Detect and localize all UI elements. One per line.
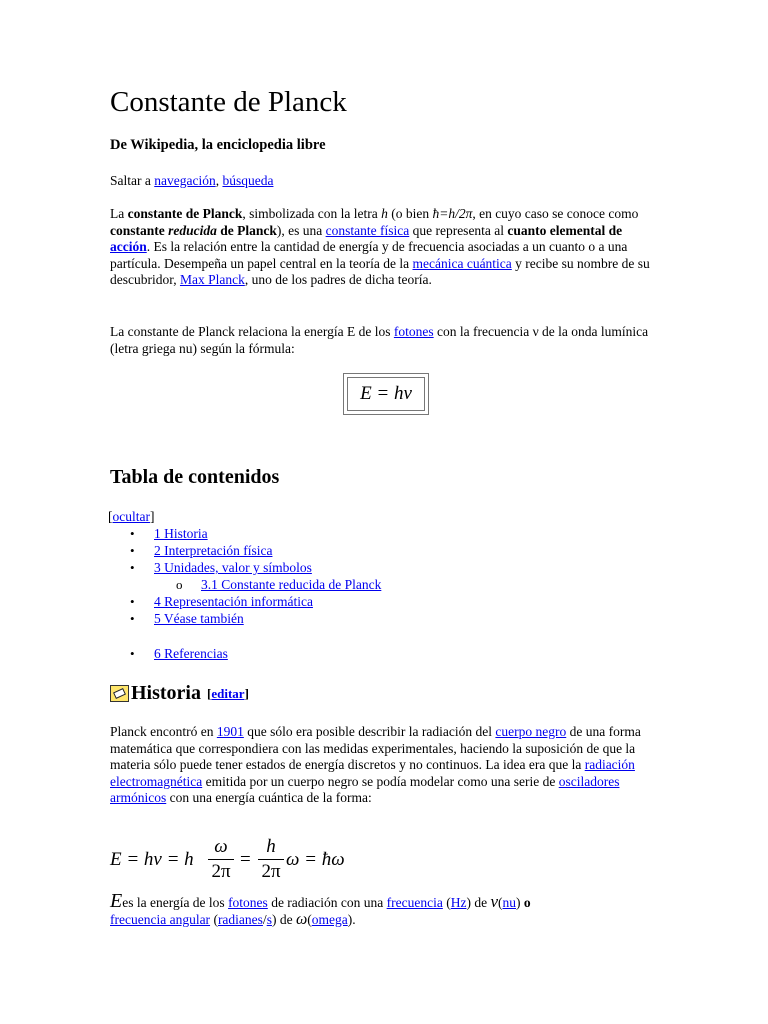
link-cuerpo-negro[interactable]: cuerpo negro	[495, 724, 567, 739]
link-hz[interactable]: Hz	[450, 895, 467, 910]
bracket: [	[108, 509, 113, 524]
section-title: Historia	[131, 682, 201, 704]
bracket: ]	[244, 685, 249, 701]
jump-links	[110, 173, 273, 189]
bold-term: constante de Planck	[127, 206, 243, 221]
text: , uno de los padres de dicha teoría.	[244, 272, 432, 288]
toc-item-unidades[interactable]: 3 Unidades, valor y símbolos	[154, 560, 312, 575]
text: y recibe su nombre de su descubridor,	[110, 255, 650, 288]
text: )	[516, 895, 524, 910]
link-1901[interactable]: 1901	[216, 724, 244, 739]
link-frecuencia-angular[interactable]: frecuencia angular	[110, 911, 211, 927]
equals-sign: =	[240, 849, 251, 870]
italic-symbol: ħ=h/2π	[432, 206, 473, 221]
bold-term: cuanto elemental de	[507, 222, 623, 238]
symbol-omega: ω	[295, 910, 308, 928]
edit-pencil-icon	[110, 685, 129, 702]
jump-search-link[interactable]: búsqueda	[222, 173, 274, 188]
toc-item-interpretacion[interactable]: 2 Interpretación física	[154, 543, 273, 558]
denominator: 2π	[261, 861, 281, 882]
jump-separator: ,	[215, 173, 223, 188]
bold-o: o	[523, 895, 531, 910]
bullet: •	[130, 560, 135, 575]
formula-box	[343, 373, 429, 415]
link-frecuencia[interactable]: frecuencia	[386, 895, 443, 910]
link-radiacion-electromagnetica[interactable]: radiación electromagnética	[110, 757, 635, 789]
toc-item-constante-reducida[interactable]: 3.1 Constante reducida de Planck	[201, 577, 382, 592]
link-accion[interactable]: acción	[110, 239, 147, 255]
bullet: •	[130, 543, 135, 558]
energy-description	[110, 890, 662, 928]
text: de radiación con una	[267, 895, 387, 910]
toc-hide-link[interactable]: ocultar	[112, 509, 150, 524]
bracket: [	[207, 685, 212, 701]
text: (	[498, 895, 503, 910]
text: ).	[347, 911, 356, 927]
edit-link[interactable]: editar	[211, 685, 245, 701]
symbol-e: E	[110, 890, 123, 912]
historia-paragraph	[110, 724, 662, 807]
sub-bullet: o	[176, 577, 183, 592]
denominator: 2π	[211, 861, 231, 882]
text: ) de	[466, 895, 491, 910]
text: /	[262, 911, 267, 927]
toc-item-vease-tambien[interactable]: 5 Véase también	[154, 611, 244, 626]
text: con una energía cuántica de la forma:	[166, 790, 372, 806]
text: . Es la relación entre la cantidad de energía y de frecuencia asociadas a un cuanto o a una partícula. Desempeña un papel central en la teoría de la	[110, 239, 628, 271]
text: que representa al	[409, 222, 508, 238]
text: ) de	[271, 911, 296, 927]
text: emitida por un cuerpo negro se podía modelar como una serie de	[202, 773, 559, 789]
link-osciladores-armonicos[interactable]: osciladores armónicos	[110, 773, 620, 806]
text: (	[307, 911, 312, 927]
bullet: •	[130, 646, 135, 661]
bullet: •	[130, 594, 135, 609]
text: La	[110, 206, 128, 221]
text: Planck encontró en	[110, 724, 217, 739]
link-mecanica-cuantica[interactable]: mecánica cuántica	[412, 255, 512, 271]
text: de una forma matemática que correspondiera con las medidas experimentales, haciendo la suposición de que la materia sólo puede tener estados de energía discretos y no continuos. La idea era que la	[110, 724, 641, 773]
text: (	[210, 911, 218, 927]
symbol-nu: ν	[490, 892, 499, 911]
page-subtitle: De Wikipedia, la enciclopedia libre	[110, 137, 326, 153]
link-nu[interactable]: nu	[502, 895, 517, 910]
link-constante-fisica[interactable]: constante física	[325, 222, 410, 238]
formula-e-equals-hnu: E = hν	[360, 383, 412, 404]
formula-rhs: ω = ħω	[286, 849, 345, 870]
numerator: ω	[214, 836, 228, 857]
text: , en cuyo caso se conoce como	[472, 206, 639, 221]
relation-paragraph	[110, 324, 662, 357]
text: (	[442, 895, 451, 910]
bold-term: constante	[110, 222, 169, 238]
bullet: •	[130, 526, 135, 541]
toc-toggle	[108, 509, 154, 525]
jump-prefix: Saltar a	[110, 173, 155, 188]
bullet: •	[130, 611, 135, 626]
fraction-h-2pi	[258, 836, 284, 883]
edit-section	[207, 686, 249, 702]
toc-heading: Tabla de contenidos	[110, 466, 280, 488]
italic-symbol: h	[381, 206, 388, 221]
text: ), es una	[276, 222, 326, 238]
formula-lhs: E = hν = h	[110, 849, 194, 870]
text: , simbolizada con la letra	[242, 206, 382, 221]
numerator: h	[266, 836, 276, 857]
bold-term: de Planck	[216, 222, 277, 238]
text: es la energía de los	[122, 895, 229, 910]
text: (o bien	[387, 206, 433, 221]
toc-item-historia[interactable]: 1 Historia	[154, 526, 208, 541]
toc-item-representacion[interactable]: 4 Representación informática	[154, 594, 313, 609]
link-max-planck[interactable]: Max Planck	[179, 272, 245, 288]
bold-italic-term: reducida	[168, 222, 217, 238]
text: que sólo era posible describir la radiación del	[243, 724, 496, 739]
link-omega[interactable]: omega	[311, 911, 348, 927]
page-title: Constante de Planck	[110, 86, 347, 118]
fraction-omega-2pi	[208, 836, 234, 883]
bracket: ]	[149, 509, 155, 524]
link-fotones-2[interactable]: fotones	[228, 895, 268, 910]
link-radianes[interactable]: radianes	[217, 911, 263, 927]
toc-item-referencias[interactable]: 6 Referencias	[154, 646, 228, 661]
link-s[interactable]: s	[266, 911, 272, 927]
text: con la frecuencia ν de la onda lumínica (letra griega nu) según la fórmula:	[110, 324, 649, 356]
section-historia-heading	[110, 682, 249, 705]
energy-formula	[110, 836, 370, 886]
text: La constante de Planck relaciona la energía E de los	[110, 324, 394, 339]
intro-paragraph	[110, 206, 662, 289]
jump-navigation-link[interactable]: navegación	[154, 173, 216, 188]
link-fotones[interactable]: fotones	[393, 324, 434, 339]
